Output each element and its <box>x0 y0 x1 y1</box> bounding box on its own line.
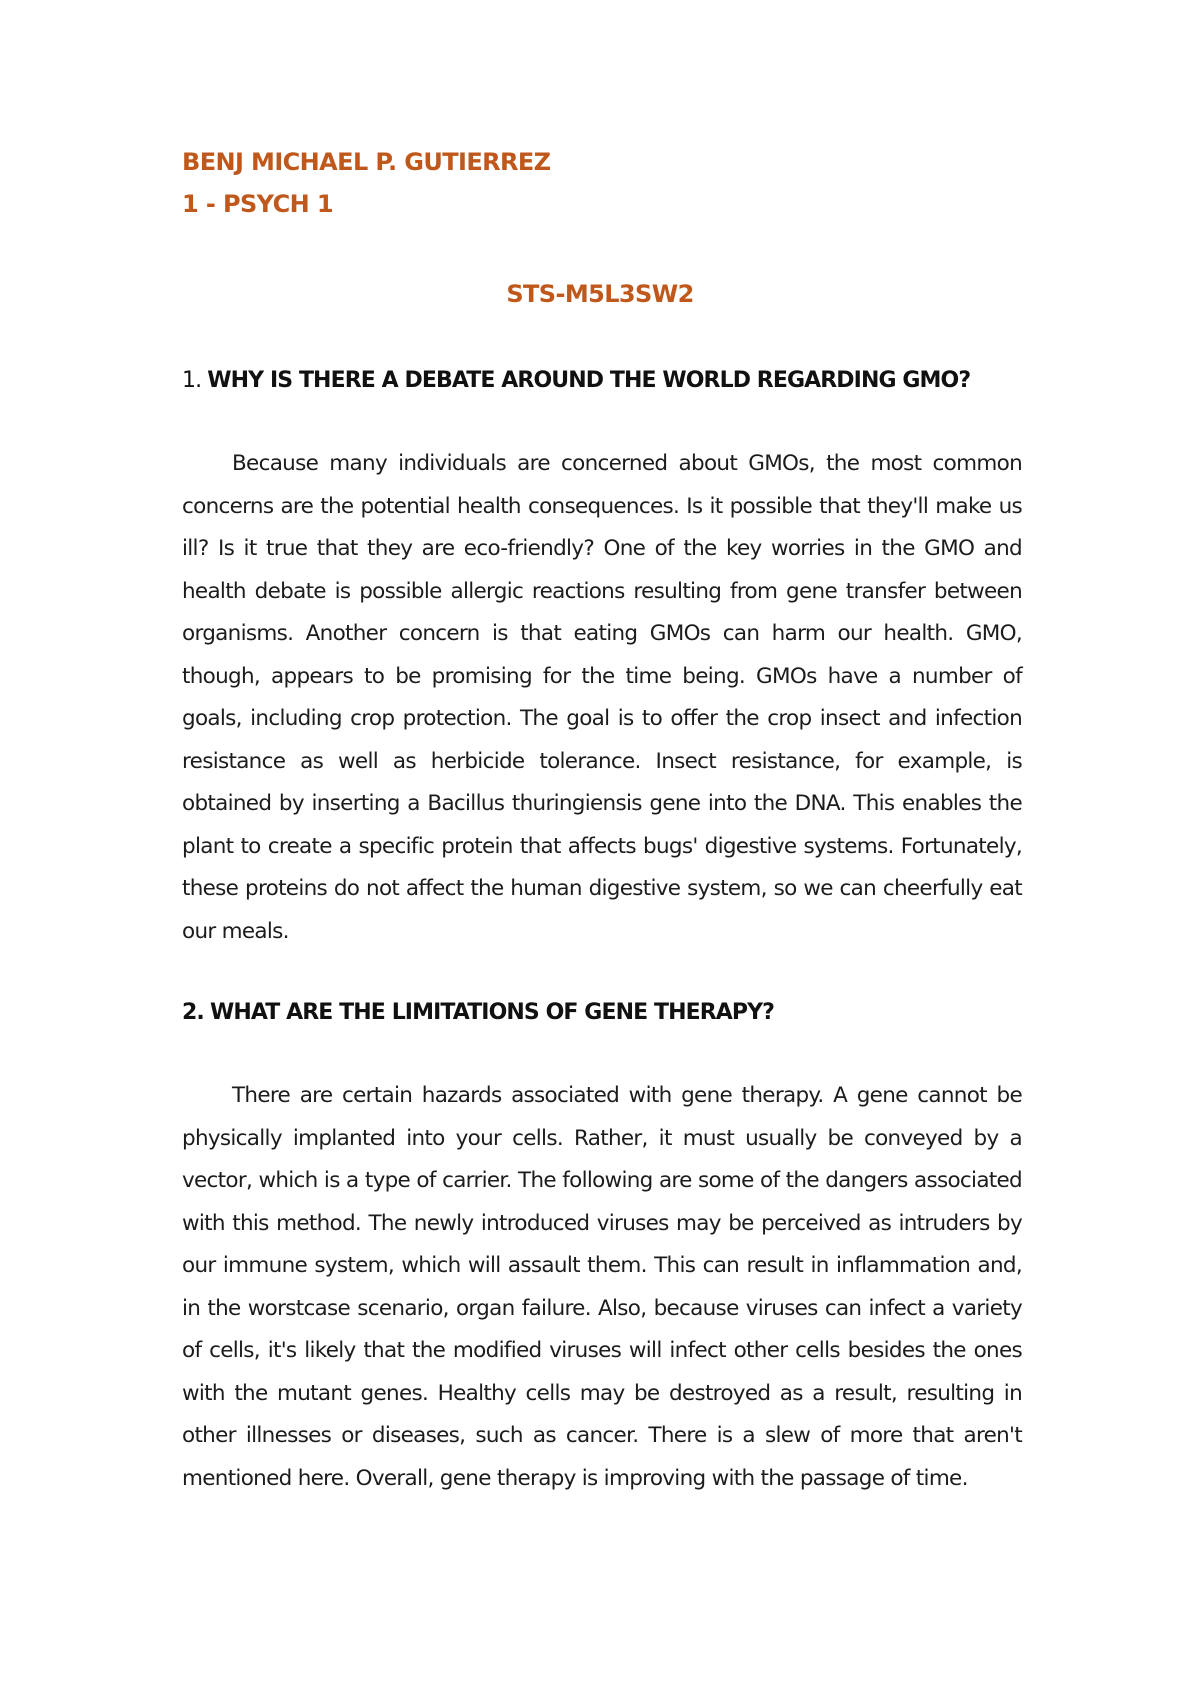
question-number: 2. <box>182 1000 204 1025</box>
question-2-heading <box>182 1000 1022 1025</box>
answer-1-paragraph: Because many individuals are concerned about GMOs, the most common concerns are the potential health consequences. Is it possible that they'll make us ill? Is it true that they are eco-friendly? One of the key worries in the GMO and health debate is possible allergic reactions resulting from gene transfer between organisms. Another concern is that eating GMOs can harm our health. GMO, though, appears to be promising for the time being. GMOs have a number of goals, including crop protection. The goal is to offer the crop insect and infection resistance as well as herbicide tolerance. Insect resistance, for example, is obtained by inserting a Bacillus thuringiensis gene into the DNA. This enables the plant to create a specific protein that affects bugs' digestive systems. Fortunately, these proteins do not affect the human digestive system, so we can cheerfully eat our meals. <box>182 451 1022 944</box>
question-number: 1. <box>182 368 202 393</box>
answer-2-paragraph: There are certain hazards associated with gene therapy. A gene cannot be physically implanted into your cells. Rather, it must usually be conveyed by a vector, which is a type of carrier. The following are some of the dangers associated with this method. The newly introduced viruses may be perceived as intruders by our immune system, which will assault them. This can result in inflammation and, in the worstcase scenario, organ failure. Also, because viruses can infect a variety of cells, it's likely that the modified viruses will infect other cells besides the ones with the mutant genes. Healthy cells may be destroyed as a result, resulting in other illnesses or diseases, such as cancer. There is a slew of more that aren't mentioned here. Overall, gene therapy is improving with the passage of time. <box>182 1083 1022 1491</box>
question-1-heading <box>182 368 1022 393</box>
question-text: WHY IS THERE A DEBATE AROUND THE WORLD REGARDING GMO? <box>207 368 971 393</box>
document-code-title: STS-M5L3SW2 <box>506 280 694 308</box>
student-name: BENJ MICHAEL P. GUTIERREZ <box>182 148 551 176</box>
class-section: 1 - PSYCH 1 <box>182 190 333 218</box>
question-text: WHAT ARE THE LIMITATIONS OF GENE THERAPY? <box>209 1000 775 1025</box>
